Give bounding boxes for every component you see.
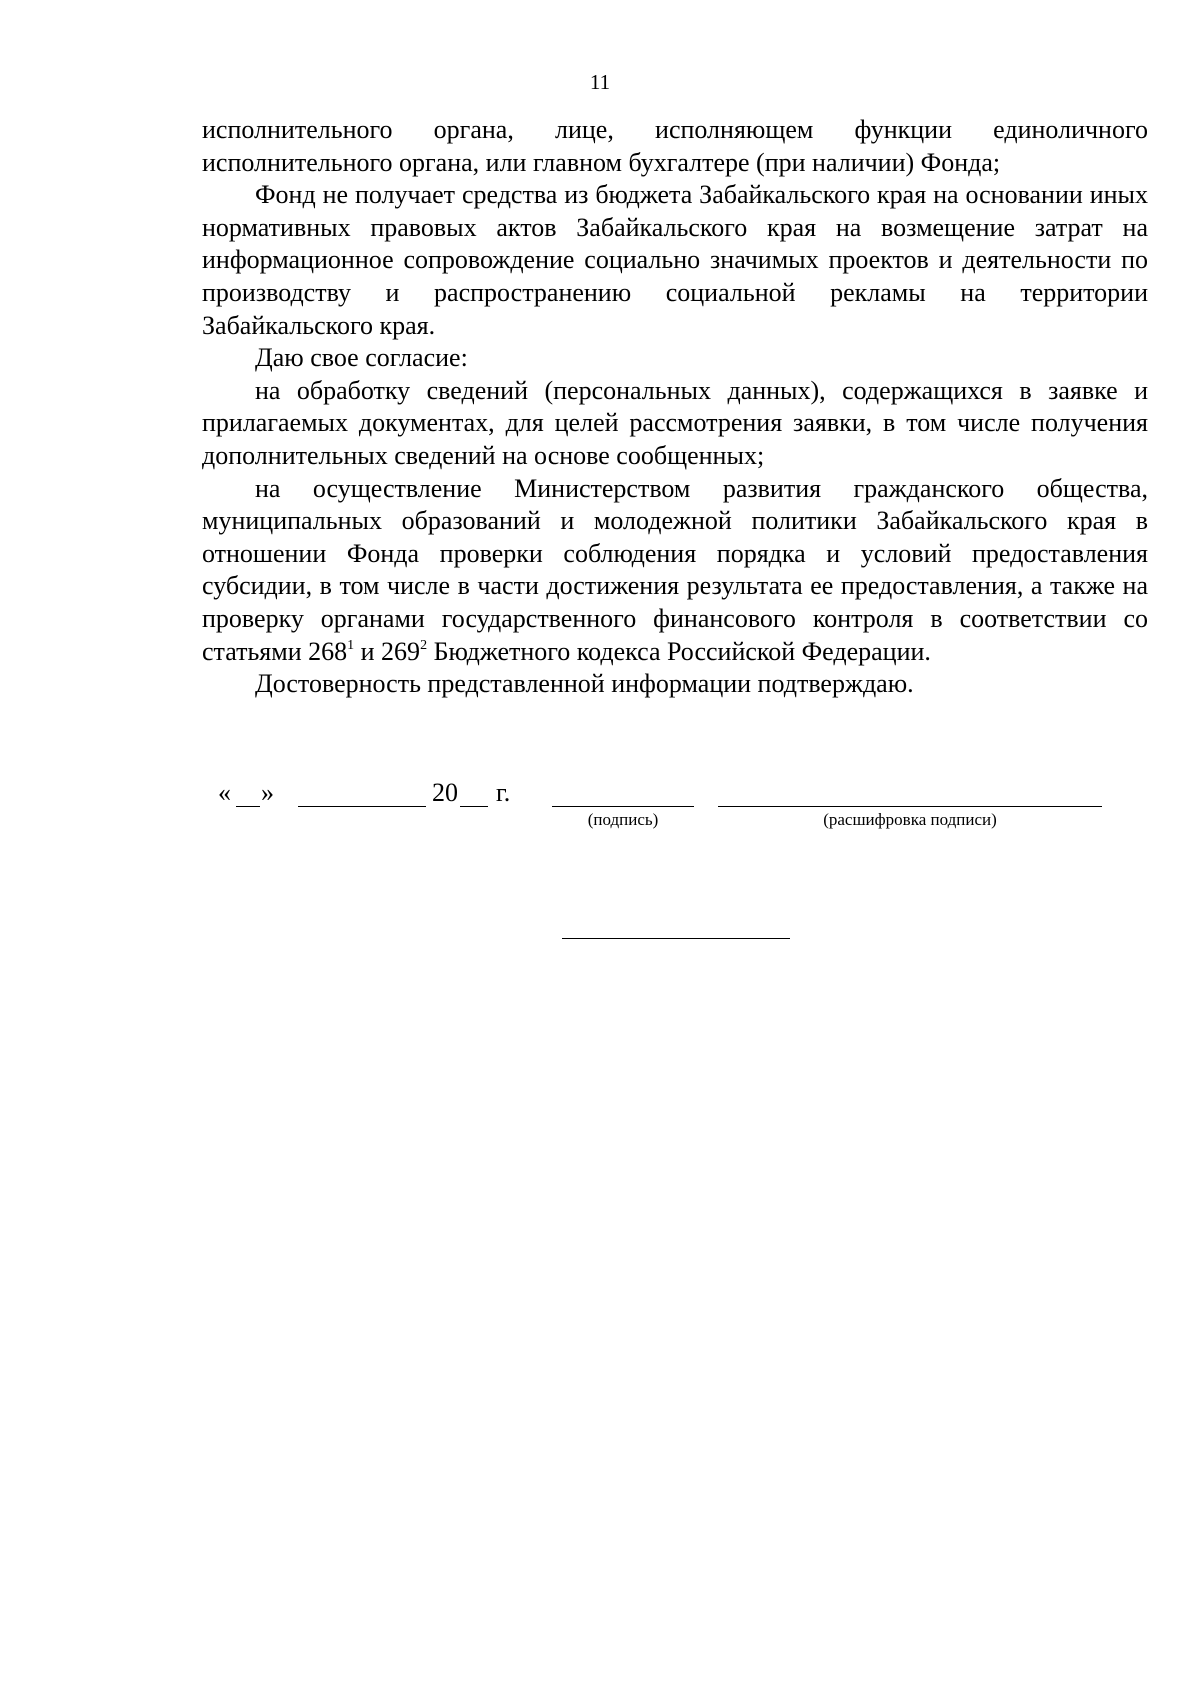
year-prefix: 20 — [432, 778, 458, 807]
verification-text-part1: на осуществление Министерством развития гражданского общества, муниципальных образований и молодежной политики Забайкальского края в отношении Фонда проверки соблюдения порядка и условий предоставления субсидии, в том числе в части достижения результата ее предоставления, а также на проверку органами государственного финансового контроля в соответствии со статьями 268 — [202, 473, 1148, 666]
signature-decoding-line — [718, 806, 1102, 807]
page-number: 11 — [589, 70, 611, 94]
document-end-divider — [562, 938, 790, 939]
year-blank-line — [460, 806, 488, 807]
article-269-superscript: 2 — [420, 637, 428, 653]
signature-block — [0, 778, 1200, 838]
signature-caption: (подпись) — [587, 810, 659, 829]
signature-line — [552, 806, 694, 807]
article-268-superscript: 1 — [347, 637, 355, 653]
verification-text-part2: и 269 — [354, 636, 421, 666]
paragraph-fund-statement: Фонд не получает средства из бюджета Забайкальского края на основании иных нормативных правовых актов Забайкальского края на возмещение затрат на информационное сопровождение социально значимых проектов и деятельности по производству и распространению социальной рекламы на территории Забайкальского края. — [202, 180, 1148, 340]
paragraph-consent-verification — [202, 473, 1148, 669]
year-suffix: г. — [496, 778, 511, 807]
paragraph-continuation: исполнительного органа, лице, исполняющем функции единоличного исполнительного органа, или главном бухгалтере (при наличии) Фонда; — [202, 115, 1148, 177]
day-blank-line — [236, 806, 260, 807]
paragraph-consent-intro: Даю свое согласие: — [255, 343, 468, 373]
date-quote-open: « — [218, 778, 231, 807]
signature-decoding-caption: (расшифровка подписи) — [823, 810, 997, 829]
paragraph-consent-personal-data: на обработку сведений (персональных данных), содержащихся в заявке и прилагаемых документах, для целей рассмотрения заявки, в том числе получения дополнительных сведений на основе сообщенных; — [202, 375, 1148, 470]
date-quote-close: » — [261, 778, 274, 807]
month-blank-line — [298, 806, 426, 807]
verification-text-part3: Бюджетного кодекса Российской Федерации. — [427, 636, 931, 666]
document-body — [202, 114, 1148, 701]
paragraph-confirmation: Достоверность представленной информации подтверждаю. — [255, 669, 914, 699]
